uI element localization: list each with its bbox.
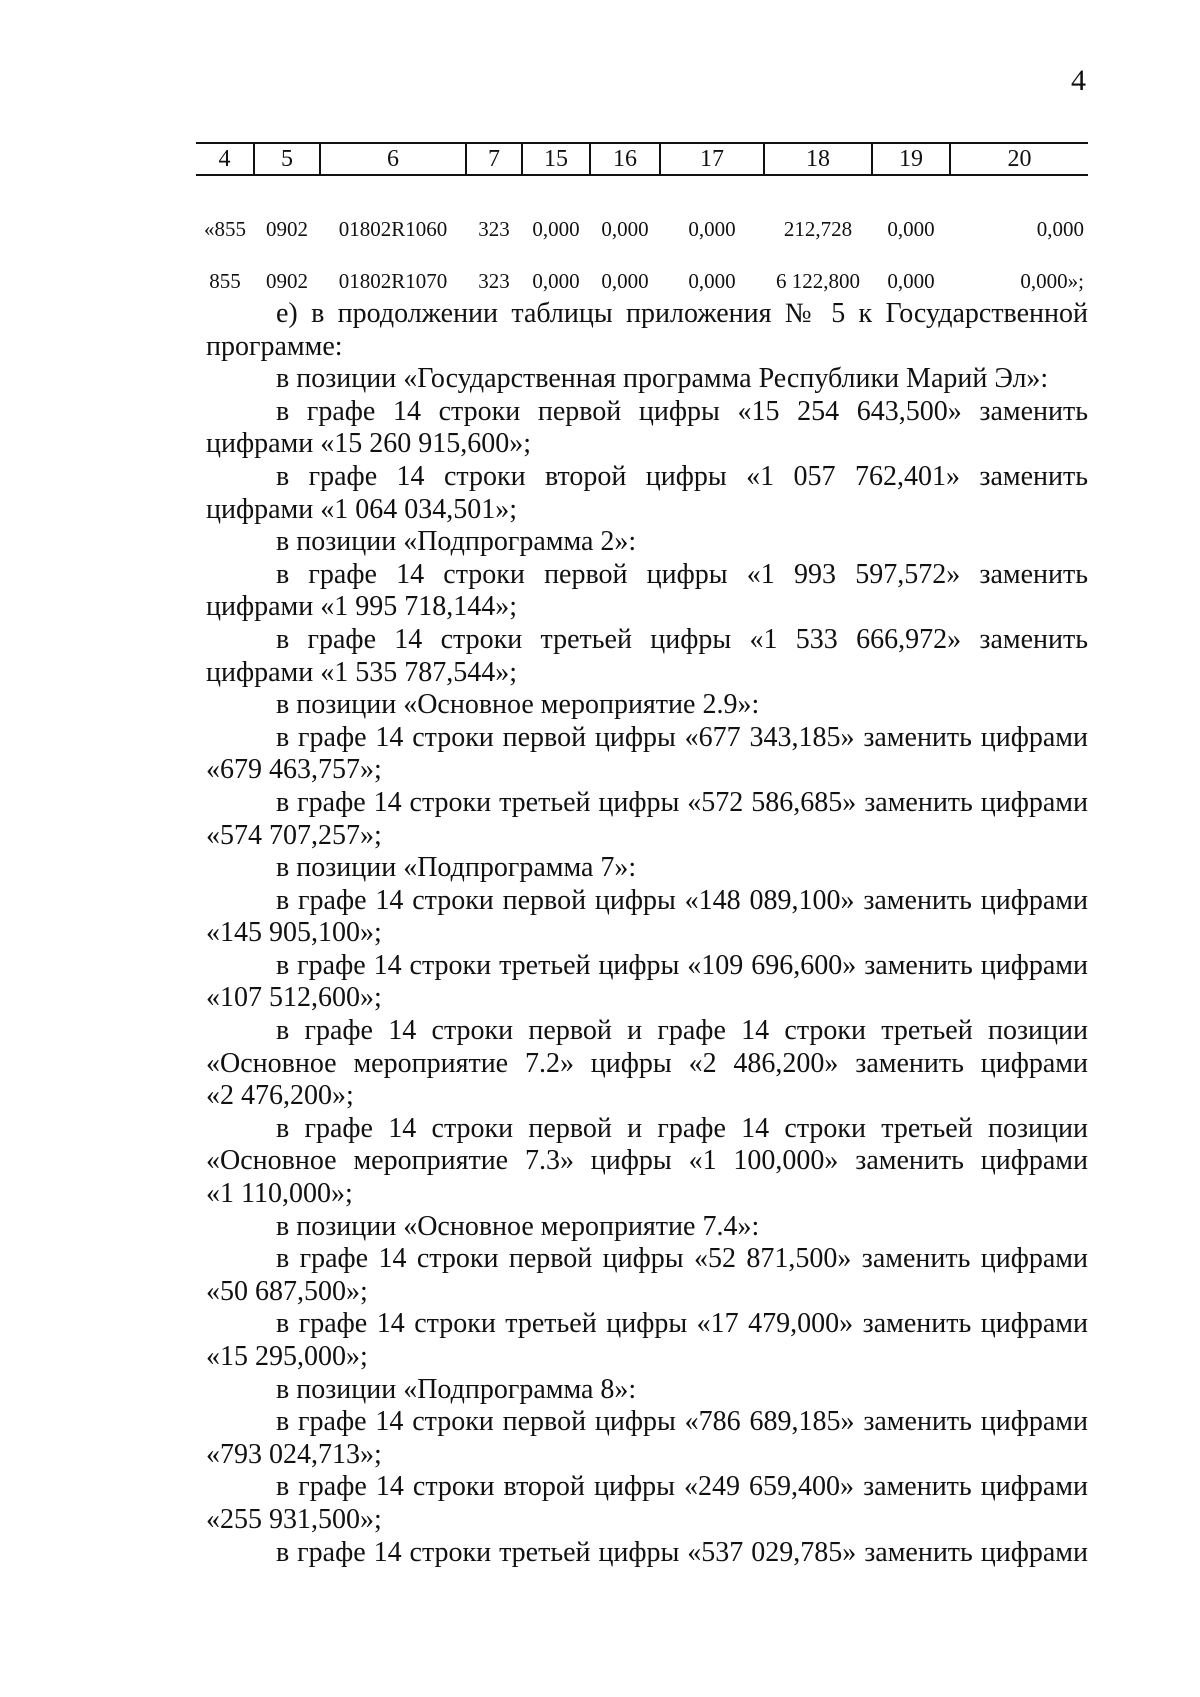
text-line: «107 512,600»; [206,982,382,1014]
column-header: 15 [522,143,590,175]
text-line: «679 463,757»; [206,754,382,786]
text-line: в графе 14 строки третьей цифры «572 586,685» заменить цифрами [276,786,1088,818]
table-header-row [196,143,1088,175]
text-line: цифрами «15 260 915,600»; [206,428,532,460]
text-line: «255 931,500»; [206,1503,382,1535]
text-line: в позиции «Подпрограмма 7»: [276,852,637,884]
page-number: 4 [1071,64,1086,97]
column-header: 7 [466,143,522,175]
text-line: «50 687,500»; [206,1275,368,1307]
text-line: в позиции «Государственная программа Республики Марий Эл»: [276,363,1049,395]
text-line: «145 905,100»; [206,917,382,949]
column-header: 17 [660,143,764,175]
text-line: в графе 14 строки первой и графе 14 строки третьей позиции [276,1015,1088,1047]
text-line: в графе 14 строки третьей цифры «17 479,000» заменить цифрами [276,1308,1088,1340]
table-cell: 0,000 [887,269,935,293]
text-line: «2 476,200»; [206,1080,354,1112]
column-header: 16 [590,143,660,175]
text-line: «574 707,257»; [206,819,382,851]
table-cell: 0,000 [887,217,935,241]
budget-table [196,142,1088,294]
text-line: в позиции «Основное мероприятие 2.9»: [276,689,760,721]
text-line: цифрами «1 535 787,544»; [206,656,518,688]
text-line: в графе 14 строки первой цифры «52 871,500» заменить цифрами [276,1243,1088,1275]
table-cell: 0902 [266,217,308,241]
text-line: в позиции «Основное мероприятие 7.4»: [276,1210,760,1242]
table-cell: 0,000 [601,217,649,241]
table-cell: 0,000 [532,269,580,293]
table-cell: 6 122,800 [776,269,860,293]
text-line: в графе 14 строки первой цифры «677 343,185» заменить цифрами [276,721,1088,753]
text-line: в позиции «Подпрограмма 2»: [276,526,637,558]
text-line: в графе 14 строки второй цифры «249 659,400» заменить цифрами [276,1471,1088,1503]
column-header: 20 [950,143,1088,175]
table-cell: 0,000 [601,269,649,293]
table-cell: 0,000»; [1020,269,1084,293]
text-line: в графе 14 строки первой цифры «148 089,100» заменить цифрами [276,884,1088,916]
table-cell: 0,000 [532,217,580,241]
text-line: в графе 14 строки первой цифры «1 993 597,572» заменить [276,558,1088,590]
text-line: в графе 14 строки третьей цифры «109 696,600» заменить цифрами [276,949,1088,981]
column-header: 19 [872,143,950,175]
text-line: в графе 14 строки первой цифры «15 254 643,500» заменить [276,395,1088,427]
table-cell: 212,728 [783,217,853,241]
text-line: «793 024,713»; [206,1438,382,1470]
document-body [206,298,1088,1569]
text-line: в графе 14 строки первой и графе 14 строки третьей позиции [276,1112,1088,1144]
text-line: в графе 14 строки третьей цифры «1 533 666,972» заменить [276,623,1088,655]
text-line: в графе 14 строки второй цифры «1 057 762,401» заменить [276,460,1088,492]
text-line: «1 110,000»; [206,1178,353,1210]
text-line: е) в продолжении таблицы приложения № 5 к Государственной [276,298,1088,329]
text-line: в позиции «Подпрограмма 8»: [276,1373,637,1405]
text-line: «Основное мероприятие 7.2» цифры «2 486,200» заменить цифрами [206,1047,1088,1079]
text-line: «Основное мероприятие 7.3» цифры «1 100,000» заменить цифрами [206,1145,1088,1177]
table-cell: 0,000 [688,269,736,293]
table-cell: «855 [204,217,246,241]
table-row [196,242,1088,294]
column-header: 6 [320,143,466,175]
table-cell: 01802R1060 [338,217,448,241]
column-header: 5 [254,143,320,175]
table-cell: 0,000 [688,217,736,241]
text-line: программе: [206,330,343,362]
table-cell: 323 [478,217,510,241]
table-cell: 855 [209,269,241,293]
table-row [196,175,1088,242]
column-header: 4 [196,143,254,175]
table-cell: 0902 [266,269,308,293]
column-header: 18 [764,143,872,175]
table-cell: 01802R1070 [338,269,448,293]
text-line: «15 295,000»; [206,1341,368,1372]
text-line: в графе 14 строки первой цифры «786 689,185» заменить цифрами [276,1406,1088,1438]
table-cell: 0,000 [1036,217,1084,241]
text-line: цифрами «1 995 718,144»; [206,591,518,623]
text-line: в графе 14 строки третьей цифры «537 029,785» заменить цифрами [276,1536,1088,1568]
table-cell: 323 [478,269,510,293]
text-line: цифрами «1 064 034,501»; [206,493,518,525]
